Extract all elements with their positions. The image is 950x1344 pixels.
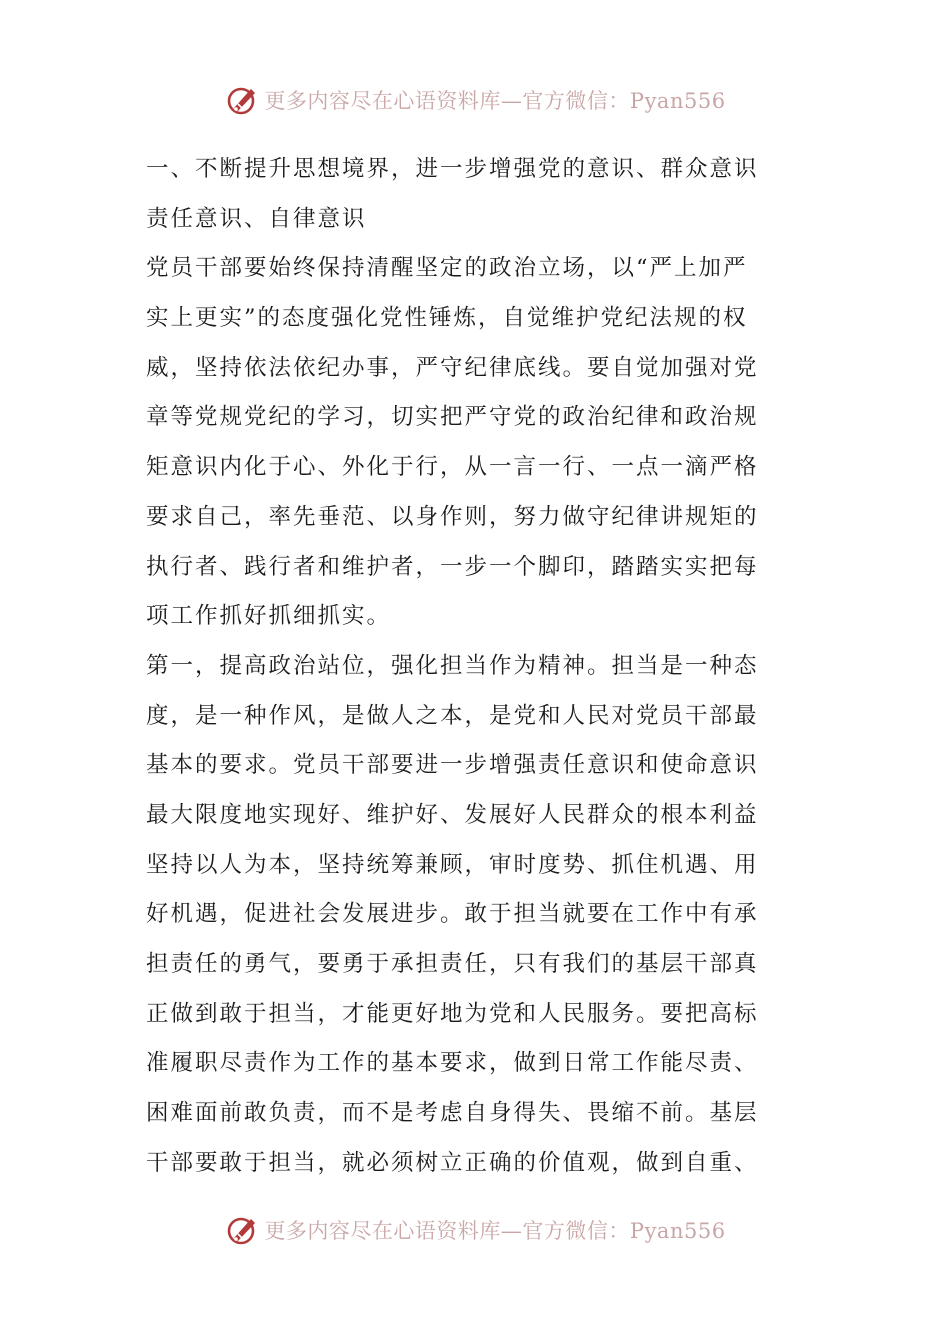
paragraph-line: 第一，提高政治站位，强化担当作为精神。担当是一种态 [146, 652, 759, 679]
document-body [146, 145, 816, 1188]
watermark-text: 更多内容尽在心语资料库—官方微信：Pyan556 [264, 1219, 726, 1243]
paragraph-line: 项工作抓好抓细抓实。 [146, 603, 392, 630]
watermark-text: 更多内容尽在心语资料库—官方微信：Pyan556 [264, 89, 726, 113]
watermark-banner-bottom [0, 1210, 950, 1250]
watermark-banner-top [0, 80, 950, 120]
paragraph-line: 准履职尽责作为工作的基本要求，做到日常工作能尽责、 [146, 1050, 759, 1077]
paragraph-line: 执行者、践行者和维护者，一步一个脚印，踏踏实实把每 [146, 553, 759, 580]
paragraph-line: 干部要敢于担当，就必须树立正确的价值观，做到自重、 [146, 1149, 759, 1176]
pen-nib-seal-icon [224, 1212, 260, 1248]
paragraph-line: 基本的要求。党员干部要进一步增强责任意识和使命意识 [146, 752, 759, 779]
paragraph-line: 度，是一种作风，是做人之本，是党和人民对党员干部最 [146, 702, 759, 729]
paragraph-line: 困难面前敢负责，而不是考虑自身得失、畏缩不前。基层 [146, 1100, 759, 1127]
paragraph-line: 威，坚持依法依纪办事，严守纪律底线。要自觉加强对党 [146, 354, 759, 381]
heading-line: 一、不断提升思想境界，进一步增强党的意识、群众意识 [146, 156, 759, 182]
paragraph-line: 党员干部要始终保持清醒坚定的政治立场，以“严上加严 [146, 255, 748, 282]
paragraph-line: 章等党规党纪的学习，切实把严守党的政治纪律和政治规 [146, 404, 759, 431]
paragraph-line: 坚持以人为本，坚持统筹兼顾，审时度势、抓住机遇、用 [146, 851, 759, 878]
paragraph-line: 矩意识内化于心、外化于行，从一言一行、一点一滴严格 [146, 454, 759, 481]
paragraph-line: 正做到敢于担当，才能更好地为党和人民服务。要把高标 [146, 1000, 759, 1027]
paragraph-line: 要求自己，率先垂范、以身作则，努力做守纪律讲规矩的 [146, 503, 759, 530]
pen-nib-seal-icon [224, 82, 260, 118]
paragraph-line: 担责任的勇气，要勇于承担责任，只有我们的基层干部真 [146, 951, 759, 977]
paragraph-line: 最大限度地实现好、维护好、发展好人民群众的根本利益 [146, 801, 759, 828]
paragraph-line: 好机遇，促进社会发展进步。敢于担当就要在工作中有承 [146, 901, 759, 928]
heading-line: 责任意识、自律意识 [146, 205, 367, 232]
paragraph-line: 实上更实”的态度强化党性锤炼，自觉维护党纪法规的权 [146, 305, 748, 332]
